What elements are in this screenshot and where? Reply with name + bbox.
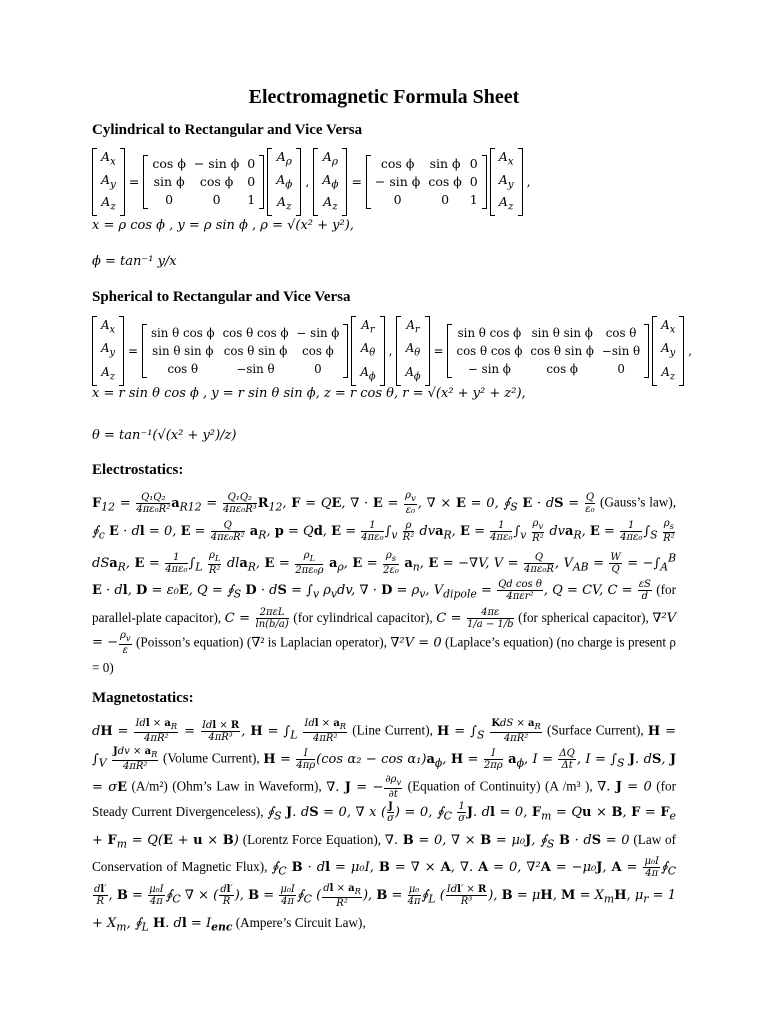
- spherical-capacitor-label: spherical capacitor),: [541, 609, 649, 625]
- ampere-law-label: (Ampere’s Circuit Law),: [235, 915, 366, 931]
- lorentz-label: (Lorentz Force Equation),: [242, 831, 382, 847]
- surface-current-label: (Surface Current),: [546, 722, 644, 738]
- ohm-law-label: (A/m²) (Ohm’s Law in Waveform),: [131, 778, 322, 794]
- sph-coordinate-equation: x = r sin θ cos ϕ , y = r sin θ sin ϕ, z = r cos θ, r = √(x² + y² + z²),: [92, 386, 526, 401]
- parallel-plate-label: (for parallel-plate capacitor),: [92, 582, 677, 625]
- line-current-label: (Line Current),: [352, 722, 433, 738]
- cylindrical-capacitor-label: (for cylindrical capacitor),: [293, 609, 433, 625]
- poisson-label: (Poisson’s equation): [136, 634, 244, 650]
- sph-theta-equation: θ = tan⁻¹(√(x² + y²)/z): [92, 428, 237, 443]
- section-heading-cylindrical: Cylindrical to Rectangular and Vice Versa: [92, 122, 363, 138]
- section-heading-magnetostatics: Magnetostatics:: [92, 690, 194, 706]
- section-heading-spherical: Spherical to Rectangular and Vice Versa: [92, 289, 351, 305]
- steady-current-label: (for Steady Current Divergenceless),: [92, 778, 677, 820]
- section-heading-electrostatics: Electrostatics:: [92, 462, 184, 478]
- cyl-coordinate-equation: x = ρ cos ϕ , y = ρ sin ϕ , ρ = √(x² + y²),: [92, 218, 354, 233]
- cyl-phi-equation: ϕ = tan⁻¹ y/x: [92, 254, 177, 269]
- page-title: Electromagnetic Formula Sheet: [248, 86, 520, 108]
- gauss-law-label: (Gauss’s law),: [599, 494, 677, 510]
- sph-matrix-equation: $A_x$ $A_y$ $A_z$ = sin θ cos ϕ cos θ cos ϕ − sin ϕ sin θ sin ϕ cos θ sin ϕ cos ϕ cos θ −sin θ 0 $A_r$ $A_\theta$ $A_\phi$ , $A_r$ $A_\theta$ $A_\phi$ = sin θ cos ϕ sin θ sin ϕ cos θ cos θ cos ϕ cos θ sin ϕ −sin θ − sin ϕ cos ϕ 0 $A_x$ $A_y$ $A_z$ ,: [92, 316, 696, 386]
- electrostatics-formulas: $F_{12}$ = $\frac{\text{Q₁Q₂}}{\text{4πε₀R²}}$ $a_{R12}$ = $\frac{\text{Q₁Q₂}}{\text{4πε₀R³}}$ $R_{12}$, F = QE, ∇ · E = $\frac{\rho_v}{\text{ε₀}}$ , ∇ × E = 0, $∮_S$ E · dS = $\frac{Q}{\text{ε₀}}$ (Gauss’s law), $∮_c$ E · dl = 0, E = $\frac{Q}{\text{4πε₀R²}}$ $a_R$, p = Qd, E = $\frac{1}{\text{4πε₀}}$ $\int_v$ $\frac{\rho}{\text{R²}}$ dva$_R$, E = $\frac{1}{\text{4πε₀}}$ $\int_v$ $\frac{\rho_v}{\text{R²}}$ dva$_R$, E = $\frac{1}{\text{4πε₀}}$ $\int_S$ $\frac{\rho_s}{\text{R²}}$ dSa$_R$, E = $\frac{1}{\text{4πε₀}}$ $\int_L$ $\frac{\rho_L}{\text{R²}}$ dla$_R$, E = $\frac{\rho_L}{\text{2πε₀ρ}}$ $a_\rho$, E = $\frac{\rho_s}{\text{2ε₀}}$ $a_n$, E = −∇V, V = $\frac{Q}{\text{4πε₀R}}$ , $V_{AB}$ = $\frac{W}{Q}$ = $-\int_A^B$ E · dl, D = ε₀E, $Q = ∮_S$ D · dS = $\int_v$ $\rho_vdv$, ∇ · $D = \rho_v$, $V_{dipole}$ = $\frac{\text{Qd cos θ}}{\text{4πεr²}}$ , Q = CV, C = $\frac{\varepsilon S}{d}$ (for parallel-plate capacitor), C = $\frac{\text{2πεL}}{\ln(b/a)}$ (for cylindrical capacitor), C = $\frac{4\pi\varepsilon}{1/a - 1/b}$ (for spherical capacitor), ∇²V = − $\frac{\rho_v}{\varepsilon}$ (Poisson’s equation) (∇² is Laplacian operator), ∇²V = 0 (Laplace’s equation) (no charge is present ρ = 0): [92, 490, 677, 675]
- volume-current-label: (Volume Current),: [162, 750, 260, 766]
- magnetic-flux-label: (Law of Conservation of Magnetic Flux),: [92, 831, 677, 875]
- laplacian-label: (∇² is Laplacian operator),: [246, 634, 387, 650]
- laplace-label: (Laplace’s equation) (no charge is present ρ = 0): [92, 634, 677, 675]
- magnetostatics-formulas: dH = $\frac{Idl \times a_R}{\text{4πR²}}$ = $\frac{\text{Idl × R}}{\text{4πR³}}$ , $H = \int_L$ $\frac{Idl \times a_R}{\text{4πR²}}$ (Line Current), $H = \int_S$ $\frac{KdS \times a_R}{\text{4πR²}}$ (Surface Current), $H = \int_V$ $\frac{Jdv \times a_R}{\text{4πR²}}$ (Volume Current), H = $\frac{I}{4\pi\rho}$ (cos $\alpha_2 - \cos \alpha_1)a_\phi$, H = $\frac{I}{2\pi\rho}$ $a_\phi$, I = $\frac{\Delta Q}{\Delta t}$ , $I = \int_S$ J. dS, J = σE (A/m²) (Ohm’s Law in Waveform), ∇. J = − $\frac{\partial\rho_v}{\partial t}$ (Equation of Continuity) (A /m³ ), ∇. J = 0 (for Steady Current Divergenceless), $∮_S$ J. dS = 0, ∇ x ( $\frac{J}{\sigma}$ ) = 0, $∮_C$ $\frac{1}{\sigma}$ J. dl = 0, $F_m = Qu \times B$, $F = F_e + F_m = Q(E + u \times B)$ (Lorentz Force Equation), ∇. B = 0, ∇ × B = μ₀J, $∮_S$ B · dS = 0 (Law of Conservation of Magnetic Flux), $∮_C$ B · dl = μ₀I, B = ∇ × A, ∇. A = 0, ∇²A = −μ₀J, A = $\frac{\text{μ₀I}}{4\pi}$ $∮_C$ $\frac{dl'}{R}$ , B = $\frac{\text{μ₀I}}{4\pi}$ $∮_C$ ∇ × ( $\frac{dl'}{R}$ ), B = $\frac{\text{μ₀I}}{4\pi}$ $∮_C$ ( $\frac{dl \times a_R}{\text{R²}}$ ), B = $\frac{\text{μ₀}}{4\pi}$ $∮_L$ ( $\frac{\text{Idl′ × R}}{\text{R³}}$ ), B = μH, $M = X_mH$, $\mu_r = 1 + X_m$, $∮_L$ H. dl = $I_{enc}$ (Ampere’s Circuit Law),: [92, 718, 677, 934]
- continuity-label: (Equation of Continuity) (A /m³ ),: [407, 778, 593, 794]
- for-label: (for: [518, 609, 538, 625]
- cyl-matrix-equation: $A_x$ $A_y$ $A_z$ = cos ϕ − sin ϕ 0 sin ϕ cos ϕ 0 0 0 1 $A_\rho$ $A_\phi$ $A_z$ , $A_\rho$ $A_\phi$ $A_z$ = cos ϕ sin ϕ 0 − sin ϕ cos ϕ 0 0 0 1 $A_x$ $A_y$ $A_z$ ,: [92, 148, 535, 216]
